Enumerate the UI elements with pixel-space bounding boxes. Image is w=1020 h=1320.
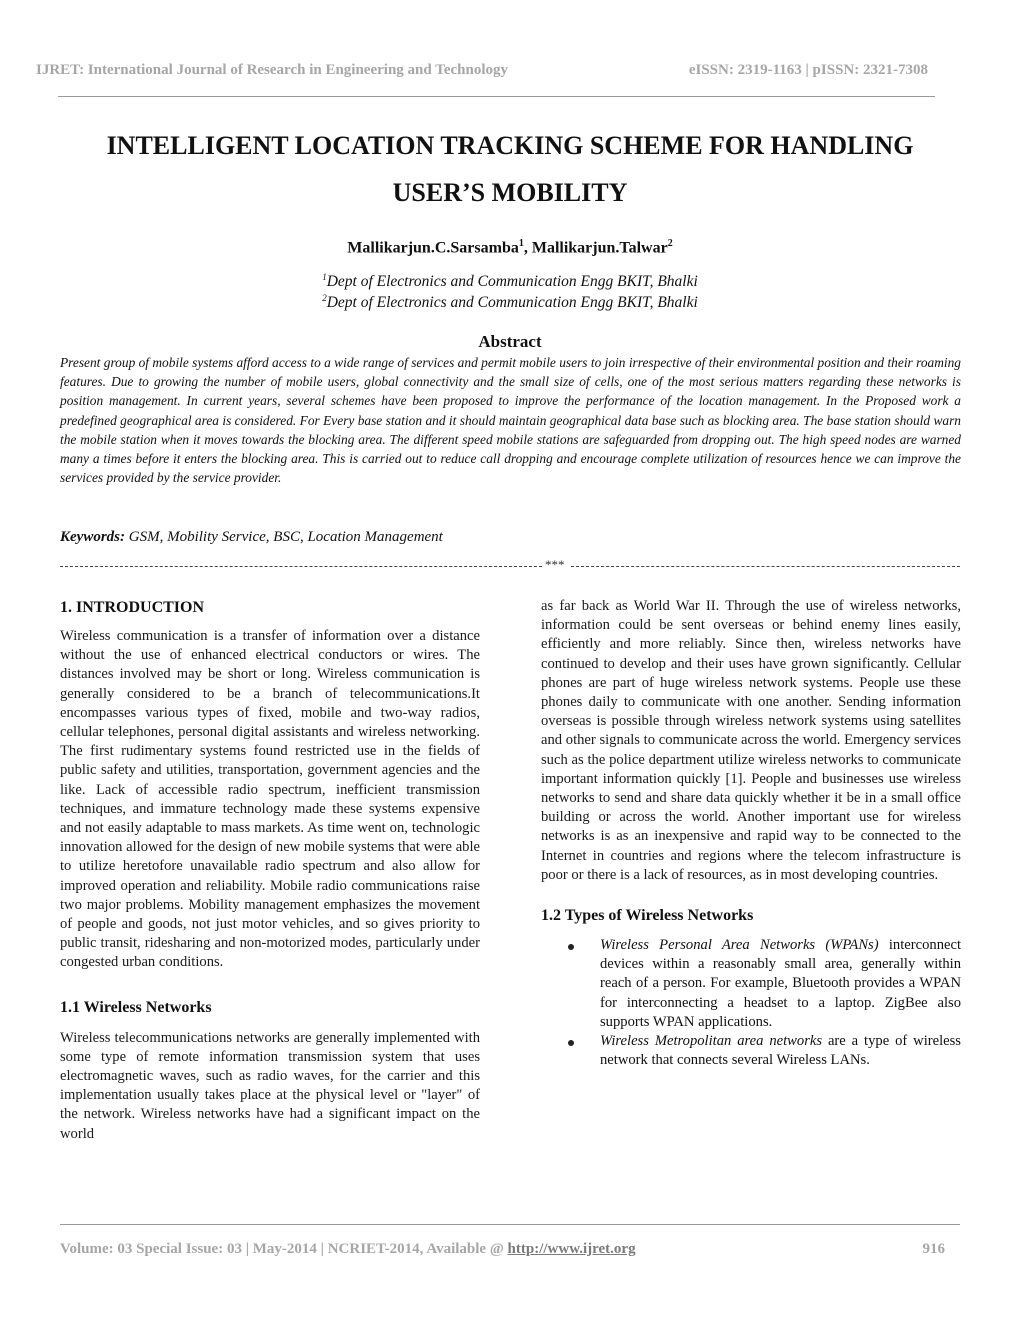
journal-name: IJRET: International Journal of Research in Engineering and Technology (36, 62, 509, 78)
spacer (541, 885, 961, 905)
divider-dash-right (571, 566, 960, 567)
list-item (541, 1032, 961, 1070)
divider-stars: *** (545, 557, 565, 572)
list-item-term: Wireless Personal Area Networks (WPANs) (600, 937, 879, 954)
author-2-name: Mallikarjun.Talwar (531, 239, 668, 257)
journal-website-link[interactable]: http://www.ijret.org (507, 1241, 636, 1257)
right-column (541, 597, 961, 1070)
page-number: 916 (922, 1241, 945, 1257)
author-1-superscript: 1 (518, 238, 524, 249)
affiliation-1-text: Dept of Electronics and Communication Engg BKIT, Bhalki (326, 273, 698, 291)
issn-numbers: eISSN: 2319-1163 | pISSN: 2321-7308 (688, 62, 928, 78)
header-rule (58, 96, 935, 97)
keywords-line (60, 527, 960, 547)
list-item (541, 936, 961, 1032)
types-of-wireless-networks-heading: 1.2 Types of Wireless Networks (541, 907, 754, 925)
running-header (36, 62, 984, 82)
introduction-heading: 1. INTRODUCTION (60, 599, 205, 616)
bullet-icon (568, 1040, 574, 1046)
left-column (60, 597, 480, 1144)
spacer (60, 619, 480, 627)
wireless-network-types-list (541, 936, 961, 1070)
affiliation-2 (60, 288, 960, 313)
introduction-paragraph: Wireless communication is a transfer of information over a distance without the use of enhanced electrical conductors or wires. The distances involved may be short or long. Wireless communication is generally considered to be a branch of telecommunications.It encompasses various types of fixed, mobile and two-way radios, cellular telephones, personal digital assistants and wireless networking. The first rudimentary systems found restricted use in the fields of public safety and utilities, transportation, government agencies and the like. Lack of accessible radio spectrum, inefficient transmission techniques, and immature technology made these systems expensive and not easily adaptable to mass markets. As time went on, technologic innovation allowed for the design of new mobile systems that were able to utilize heretofore unavailable radio spectrum and also allow for improved operation and reliability. Mobile radio communications raise two major problems. Mobility management emphasizes the movement of people and goods, not just motor vehicles, and so gives priority to public transit, ridesharing and non-motorized modes, particularly under congested urban conditions. (60, 628, 480, 971)
paper-title (60, 122, 960, 216)
affiliation-1-superscript: 1 (322, 272, 327, 282)
wireless-networks-paragraph-start: Wireless telecommunications networks are generally implemented with some type of remote information transmission system that uses electromagnetic waves, such as radio waves, for the carrier and this implementation usually takes place at the physical level or "layer" of the network. Wireless networks have had a significant impact on the world (60, 1029, 480, 1142)
title-line-2: USER’S MOBILITY (392, 178, 628, 207)
list-item-text: interconnect devices within a reasonably small area, generally within reach of a person. For example, Bluetooth provides a WPAN for interconnecting a headset to a laptop. ZigBee also supports WPAN applications. (600, 937, 961, 1030)
spacer (60, 973, 480, 997)
title-line-1: INTELLIGENT LOCATION TRACKING SCHEME FOR HANDLING (106, 131, 914, 160)
affiliation-2-superscript: 2 (322, 293, 327, 303)
author-1-name: Mallikarjun.C.Sarsamba (347, 239, 519, 257)
affiliation-2-text: Dept of Electronics and Communication Engg BKIT, Bhalki (326, 294, 698, 312)
abstract-heading: Abstract (478, 332, 542, 351)
list-item-term: Wireless Metropolitan area networks (600, 1033, 823, 1050)
wireless-networks-heading: 1.1 Wireless Networks (60, 998, 212, 1016)
author-list (60, 234, 960, 258)
wireless-networks-paragraph-continued: as far back as World War II. Through the use of wireless networks, information could be sent overseas or behind enemy lines easily, efficiently and more reliably. Since then, wireless networks have continued to develop and their uses have grown significantly. Cellular phones are part of huge wireless network systems. People use these phones daily to communicate with one another. Sending information overseas is possible through wireless network systems using satellites and other signals to communicate across the world. Emergency services such as the police department utilize wireless networks to communicate important information quickly [1]. People and businesses use wireless networks to send and share data quickly whether it be in a small office building or across the world. Another important use for wireless networks is as an inexpensive and rapid way to be connected to the Internet in countries and regions where the telecom infrastructure is poor or there is a lack of resources, as in most developing countries. (541, 598, 961, 883)
footer-issue-info: Volume: 03 Special Issue: 03 | May-2014 | NCRIET-2014, Available @ (60, 1241, 508, 1257)
bullet-icon (568, 944, 574, 950)
author-separator: , (523, 239, 532, 257)
spacer (60, 1019, 480, 1029)
author-2-superscript: 2 (667, 238, 673, 249)
spacer (541, 927, 961, 936)
keywords-label: Keywords: (60, 529, 125, 545)
section-divider (60, 554, 960, 576)
abstract-body: Present group of mobile systems afford access to a wide range of services and permit mobile users to join irrespective of their environmental position and their roaming features. Due to growing the number of mobile users, global connectivity and the small size of cells, one of the most serious matters regarding these networks is position management. In current years, several schemes have been proposed to improve the performance of the location management. In the Proposed work a predefined geographical area is considered. For Every base station and it should maintain geographical data base such as blocking area. The base station should warn the mobile station when it moves towards the blocking area. The different speed mobile stations are safeguarded from dropping out. The high speed nodes are warned many a times before it enters the blocking area. This is carried out to reduce call dropping and encourage complete utilization of resources hence we can improve the services provided by the service provider. (60, 355, 961, 486)
keywords-text: GSM, Mobility Service, BSC, Location Management (125, 529, 443, 545)
page-footer (60, 1241, 945, 1261)
list-item-text: are a type of wireless network that connects several Wireless LANs. (600, 1033, 961, 1069)
divider-dash-left (60, 566, 542, 567)
footer-rule (60, 1224, 960, 1225)
